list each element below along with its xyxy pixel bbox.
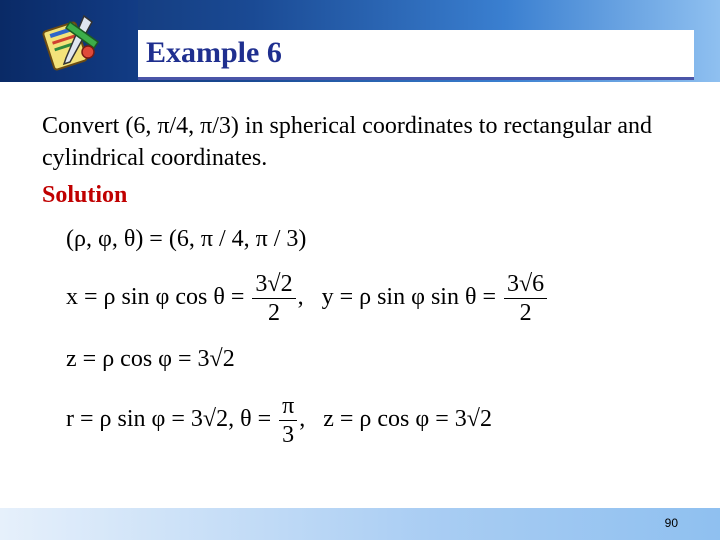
footer-band: [0, 508, 720, 540]
z-equation: z = ρ cos φ = 3√2: [66, 346, 235, 372]
y-fraction: [504, 270, 547, 327]
x-fraction: [252, 270, 295, 327]
y-equation-lhs: y = ρ sin φ sin θ =: [321, 284, 496, 311]
r-equation: r = ρ sin φ = 3√2, θ =: [66, 406, 272, 433]
problem-statement: Convert (6, π/4, π/3) in spherical coordinates to rectangular and cylindrical coordinates.: [42, 113, 653, 171]
math-line-xy: x = ρ sin φ cos θ = $\frac{3√2}{2}$ , y = ρ sin φ sin θ = $\frac{3√6}{2}$: [66, 270, 549, 327]
x-fraction-numerator: 3√2: [252, 270, 295, 299]
x-fraction-denominator: 2: [267, 300, 280, 326]
y-fraction-denominator: 2: [519, 300, 532, 326]
classroom-tools-logo-icon: [40, 12, 102, 74]
x-equation-lhs: x = ρ sin φ cos θ =: [66, 284, 245, 311]
cylindrical-z-equation: z = ρ cos φ = 3√2: [323, 406, 492, 433]
spherical-coords-equation: (ρ, φ, θ) = (6, π / 4, π / 3): [66, 226, 307, 252]
math-line-cylindrical: r = ρ sin φ = 3√2, θ = $\frac{\pi}{3}$ , z = ρ cos φ = 3√2: [66, 393, 492, 448]
solution-label: Solution: [42, 182, 128, 208]
title-underline: [138, 77, 694, 80]
slide-title: Example 6: [146, 36, 282, 69]
theta-fraction: [279, 392, 297, 449]
theta-fraction-numerator: π: [279, 392, 297, 421]
theta-fraction-denominator: 3: [282, 422, 295, 448]
y-fraction-numerator: 3√6: [504, 270, 547, 299]
math-line-z: [66, 346, 235, 373]
math-line-spherical: [66, 226, 306, 253]
title-box: [138, 30, 694, 78]
page-number: 90: [664, 516, 678, 530]
